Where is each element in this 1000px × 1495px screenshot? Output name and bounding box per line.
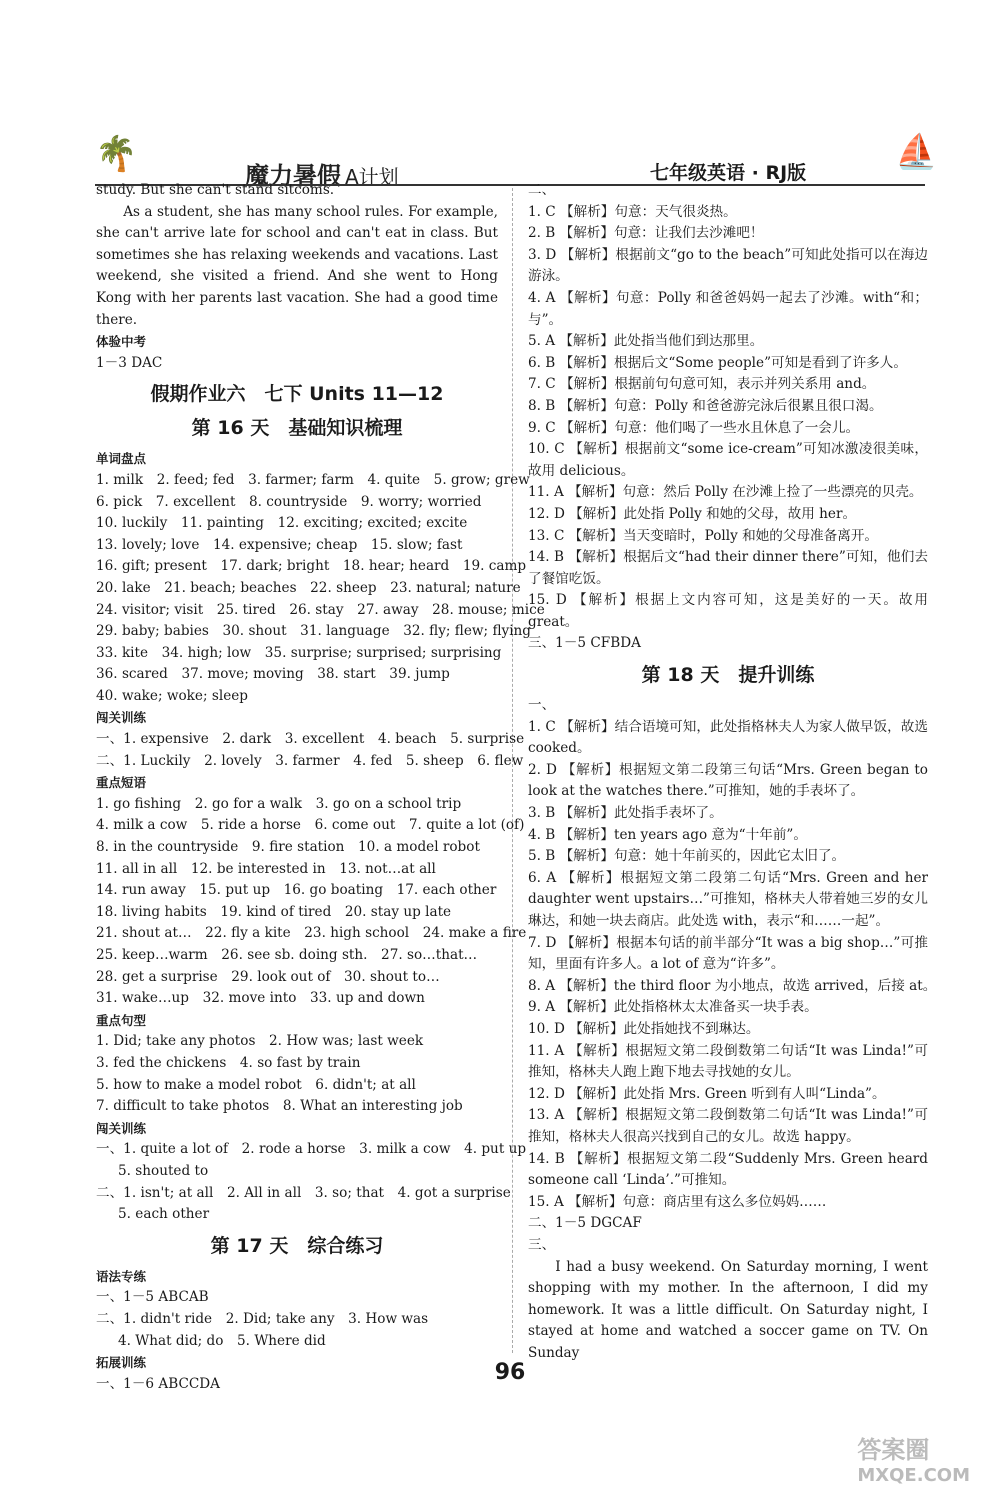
section-title: 第 18 天 提升训练 [641, 664, 815, 687]
section-label: 闯关训练 [96, 710, 147, 726]
answer-line: 3. fed the chickens 4. so fast by train [96, 1054, 361, 1071]
answer-line: 15. D 【解析】根据上文内容可知，这是美好的一天。故用 great。 [528, 592, 928, 630]
answer-line: 10. D 【解析】此处指她找不到琳达。 [528, 1020, 760, 1037]
answer-line: study. But she can't stand sitcoms. [96, 182, 335, 198]
answer-line: 7. difficult to take photos 8. What an interesting job [96, 1098, 463, 1115]
section-label: 体验中考 [96, 334, 147, 350]
watermark: 答案圈 MXQE.COM [857, 1436, 970, 1486]
answer-line: As a student, she has many school rules. For example, she can't arrive late for school and can't eat in class. But sometimes she has relaxing weekends and vacations. Last weekend, she visited a friend. And she went to Hong Kong with her parents last vacation. She had a good time there. [96, 203, 498, 328]
section-label: 单词盘点 [96, 451, 147, 467]
answer-line: 7. D 【解析】根据本句话的前半部分“It was a big shop…”可推知，里面有许多人。a lot of 意为“许多”。 [528, 934, 928, 973]
answer-line: 2. B 【解析】句意：让我们去沙滩吧！ [528, 225, 764, 242]
answer-line: 1－3 DAC [96, 354, 163, 371]
answer-line: 1. C 【解析】句意：天气很炎热。 [528, 203, 737, 220]
answer-line: 5. A 【解析】此处指当他们到达那里。 [528, 333, 764, 350]
answer-line: 15. A 【解析】句意：商店里有这么多位妈妈…… [528, 1193, 827, 1210]
answer-line: 8. in the countryside 9. fire station 10. a model robot [96, 839, 480, 856]
answer-line: 21. shout at… 22. fly a kite 23. high school 24. make a fire [96, 925, 527, 942]
answer-line: 8. A 【解析】the third floor 为小地点，故选 arrived，后接 at。 [528, 977, 937, 994]
section-label: 重点短语 [96, 775, 147, 791]
answer-line: 2. D 【解析】根据短文第二段第三句话“Mrs. Green began to look at the watches there.”可推知，她的手表坏了。 [528, 761, 928, 800]
grade-label: 七年级英语 · RJ版 [650, 162, 807, 184]
answer-line: 10. luckily 11. painting 12. exciting; excited; excite [96, 515, 468, 532]
answer-line: 5. each other [118, 1206, 210, 1223]
answer-line: 二、1. isn't; at all 2. All in all 3. so; that 4. got a surprise [96, 1184, 511, 1201]
answer-line: 11. A 【解析】句意：然后 Polly 在沙滩上捡了一些漂亮的贝壳。 [528, 484, 923, 501]
answer-line: 9. C 【解析】句意：他们喝了一些水且休息了一会儿。 [528, 419, 860, 436]
section-title: 第 16 天 基础知识梳理 [191, 417, 403, 440]
answer-line: 12. D 【解析】此处指 Polly 和她的父母，故用 her。 [528, 505, 857, 522]
answer-line: 6. A 【解析】根据短文第二段第二句话“Mrs. Green and her daughter went upstairs…”可推知，格林夫人带着她三岁的女儿琳达，和她一块去商店。此处选 with，表示“和……一起”。 [528, 869, 928, 929]
answer-line: 31. wake…up 32. move into 33. up and down [96, 990, 425, 1007]
answer-line: 三、1－5 CFBDA [528, 635, 641, 652]
answer-line: 7. C 【解析】根据前句句意可知，表示并列关系用 and。 [528, 376, 876, 393]
section-label: 重点句型 [96, 1012, 147, 1028]
section-label: 闯关训练 [96, 1120, 147, 1136]
answer-line: 11. all in all 12. be interested in 13. not…at all [96, 860, 436, 877]
answer-line: 1. Did; take any photos 2. How was; last week [96, 1033, 424, 1050]
sailboat-icon: ⛵ [895, 132, 938, 172]
answer-line: 一、1. quite a lot of 2. rode a horse 3. milk a cow 4. put up [96, 1141, 527, 1158]
answer-line: 一、1－6 ABCCDA [96, 1375, 220, 1392]
answer-line: I had a busy weekend. On Saturday morning, I went shopping with my mother. In the afternoon, I did my homework. It was a little difficult. On Saturday night, I stayed at home and watched a soccer game on TV. On Sunday [528, 1258, 928, 1361]
answer-line: 40. wake; woke; sleep [96, 687, 248, 704]
answer-line: 18. living habits 19. kind of tired 20. stay up late [96, 903, 452, 920]
answer-line: 11. A 【解析】根据短文第二段倒数第二句话“It was Linda!”可推知，格林夫人跑上跑下地去寻找她的女儿。 [528, 1042, 928, 1081]
answer-line: 6. B 【解析】根据后文“Some people”可知是看到了许多人。 [528, 354, 907, 371]
answer-line: 12. D 【解析】此处指 Mrs. Green 听到有人叫“Linda”。 [528, 1085, 886, 1102]
answer-line: 4. What did; do 5. Where did [118, 1332, 326, 1349]
answer-line: 一、1－5 ABCAB [96, 1289, 209, 1306]
right-column [528, 180, 937, 1364]
answer-line: 33. kite 34. high; low 35. surprise; surprised; surprising [96, 644, 502, 661]
answer-line: 13. A 【解析】根据短文第二段倒数第二句话“It was Linda!”可推知，格林夫人很高兴找到自己的女儿。故选 happy。 [528, 1107, 928, 1145]
column-divider [512, 188, 513, 1353]
answer-line: 25. keep…warm 26. see sb. doing sth. 27. so…that… [96, 947, 478, 963]
page-number: 96 [494, 1360, 526, 1385]
answer-line: 14. B 【解析】根据短文第二段“Suddenly Mrs. Green heard someone call ‘Linda’.”可推知。 [528, 1150, 928, 1189]
section-label: 拓展训练 [96, 1355, 147, 1371]
answer-line: 3. B 【解析】此处指手表坏了。 [528, 805, 723, 822]
answer-line: 20. lake 21. beach; beaches 22. sheep 23. natural; nature [96, 579, 521, 596]
answer-line: 三、 [528, 1236, 556, 1253]
answer-line: 二、1. Luckily 2. lovely 3. farmer 4. fed 5. sheep 6. flew [96, 752, 524, 769]
answer-line: 29. baby; babies 30. shout 31. language 32. fly; flew; flying [96, 623, 531, 640]
answer-line: 14. B 【解析】根据后文“had their dinner there”可知，他们去了餐馆吃饭。 [528, 549, 928, 587]
answer-line: 10. C 【解析】根据前文“some ice-cream”可知冰激凌很美味，故用 delicious。 [528, 441, 928, 479]
answer-line: 4. A 【解析】句意：Polly 和爸爸妈妈一起去了沙滩。with“和；与”。 [528, 289, 928, 328]
answer-line: 13. C 【解析】当天变暗时，Polly 和她的父母准备离开。 [528, 527, 879, 544]
answer-line: 5. how to make a model robot 6. didn't; at all [96, 1076, 416, 1093]
answer-line: 28. get a surprise 29. look out of 30. shout to… [96, 968, 440, 985]
answer-line: 9. A 【解析】此处指格林太太准备买一块手表。 [528, 999, 818, 1016]
answer-line: 1. milk 2. feed; fed 3. farmer; farm 4. quite 5. grow; grew [96, 471, 530, 488]
answer-line: 二、1. didn't ride 2. Did; take any 3. How was [96, 1310, 429, 1327]
answer-line: 3. D 【解析】根据前文“go to the beach”可知此处指可以在海边游泳。 [528, 246, 928, 285]
answer-line: 5. shouted to [118, 1162, 209, 1179]
answer-line: 13. lovely; love 14. expensive; cheap 15. slow; fast [96, 536, 463, 553]
answer-line: 16. gift; present 17. dark; bright 18. hear; heard 19. camp [96, 558, 527, 575]
answer-line: 36. scared 37. move; moving 38. start 39. jump [96, 666, 450, 683]
answer-line: 4. milk a cow 5. ride a horse 6. come out 7. quite a lot (of) [96, 817, 525, 834]
answer-line: 一、 [528, 697, 556, 714]
answer-line: 二、1－5 DGCAF [528, 1215, 642, 1232]
section-label: 语法专练 [96, 1268, 147, 1284]
answer-line: 1. go fishing 2. go for a walk 3. go on a school trip [96, 795, 462, 812]
answer-line: 14. run away 15. put up 16. go boating 17. each other [96, 882, 497, 899]
brand-title: 魔力暑假 A计划 [245, 162, 399, 190]
section-title: 假期作业六 七下 Units 11—12 [150, 383, 444, 406]
answer-line: 4. B 【解析】ten years ago 意为“十年前”。 [528, 826, 807, 843]
answer-line: 1. C 【解析】结合语境可知，此处指格林夫人为家人做早饭，故选 cooked。 [528, 718, 928, 757]
palm-tree-icon: 🌴 [95, 134, 138, 174]
answer-line: 24. visitor; visit 25. tired 26. stay 27. away 28. mouse; mice [96, 601, 545, 618]
answer-line: 6. pick 7. excellent 8. countryside 9. worry; worried [96, 493, 482, 510]
answer-line: 二、 [528, 182, 556, 198]
answer-line: 5. B 【解析】句意：她十年前买的，因此它太旧了。 [528, 848, 846, 865]
answer-line: 8. B 【解析】句意：Polly 和爸爸游完泳后很累且很口渴。 [528, 397, 883, 414]
answer-line: 一、1. expensive 2. dark 3. excellent 4. beach 5. surprise [96, 731, 525, 748]
section-title: 第 17 天 综合练习 [210, 1234, 384, 1257]
